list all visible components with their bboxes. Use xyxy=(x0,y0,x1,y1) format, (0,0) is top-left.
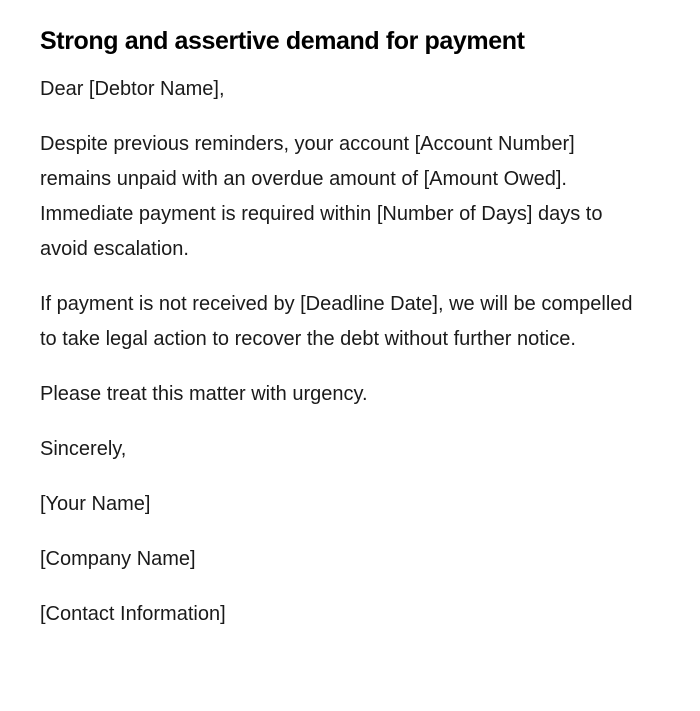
body-paragraph-urgency: Please treat this matter with urgency. xyxy=(40,383,368,405)
body-paragraph-legal-warning: If payment is not received by [Deadline Date], we will be compelled to take legal action to recover the debt without further notice. xyxy=(40,293,633,350)
signature-contact: [Contact Information] xyxy=(40,603,226,625)
closing: Sincerely, xyxy=(40,438,127,460)
salutation: Dear [Debtor Name], xyxy=(40,78,225,100)
letter-title: Strong and assertive demand for payment xyxy=(40,27,525,55)
signature-company: [Company Name] xyxy=(40,548,196,570)
body-paragraph-reminder: Despite previous reminders, your account [Account Number] remains unpaid with an overdue amount of [Amount Owed]. Immediate payment is required within [Number of Days] days to avoid escalation. xyxy=(40,133,603,260)
signature-name: [Your Name] xyxy=(40,493,151,515)
